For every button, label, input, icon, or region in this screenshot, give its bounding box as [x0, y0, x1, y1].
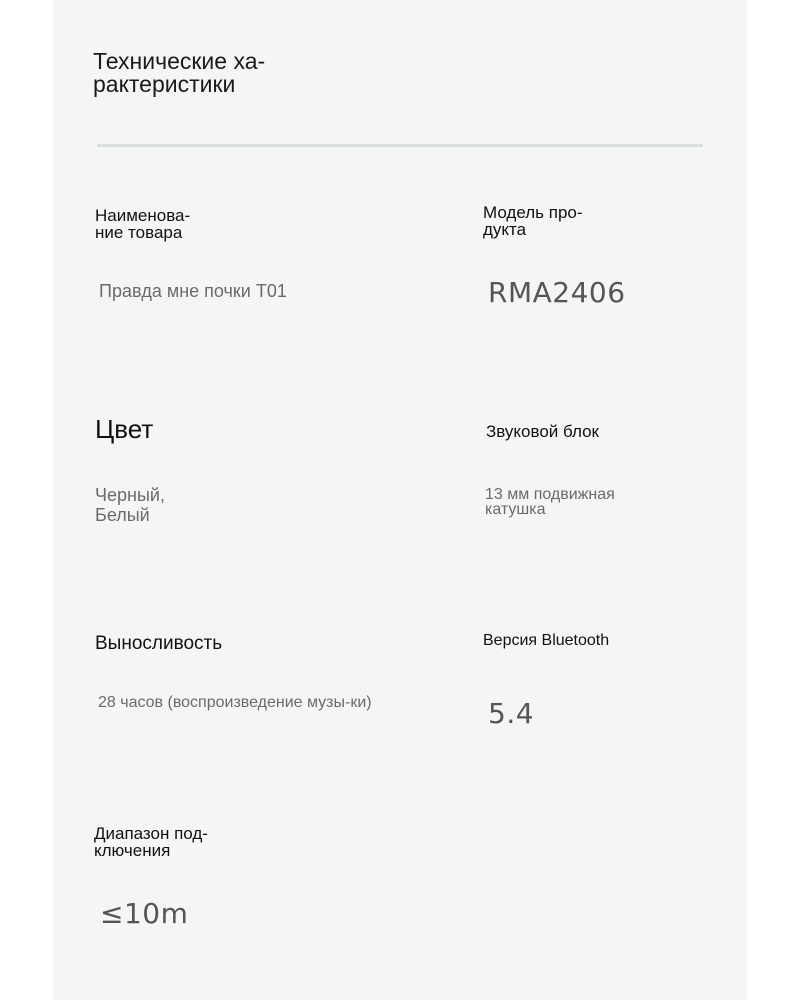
range-label: Диапазон под-ключения: [94, 824, 208, 860]
model-value: RMA2406: [488, 276, 626, 309]
sound-unit-value: 13 мм подвижная катушка: [485, 486, 615, 518]
endurance-value: 28 часов (воспроизведение музы-ки): [98, 694, 372, 711]
divider: [97, 144, 703, 147]
sound-unit-label: Звуковой блок: [486, 422, 599, 441]
color-value: Черный, Белый: [95, 485, 165, 525]
endurance-label: Выносливость: [95, 633, 223, 654]
color-label: Цвет: [95, 414, 154, 444]
page-title: Технические ха-рактеристики: [93, 48, 266, 97]
product-name-label: Наименова-ние товара: [95, 206, 191, 242]
model-label: Модель про-дукта: [483, 203, 583, 239]
bluetooth-value: 5.4: [488, 697, 535, 730]
product-name-value: Правда мне почки T01: [99, 281, 287, 301]
bluetooth-label: Версия Bluetooth: [483, 632, 610, 649]
range-value: ≤10m: [100, 897, 189, 930]
